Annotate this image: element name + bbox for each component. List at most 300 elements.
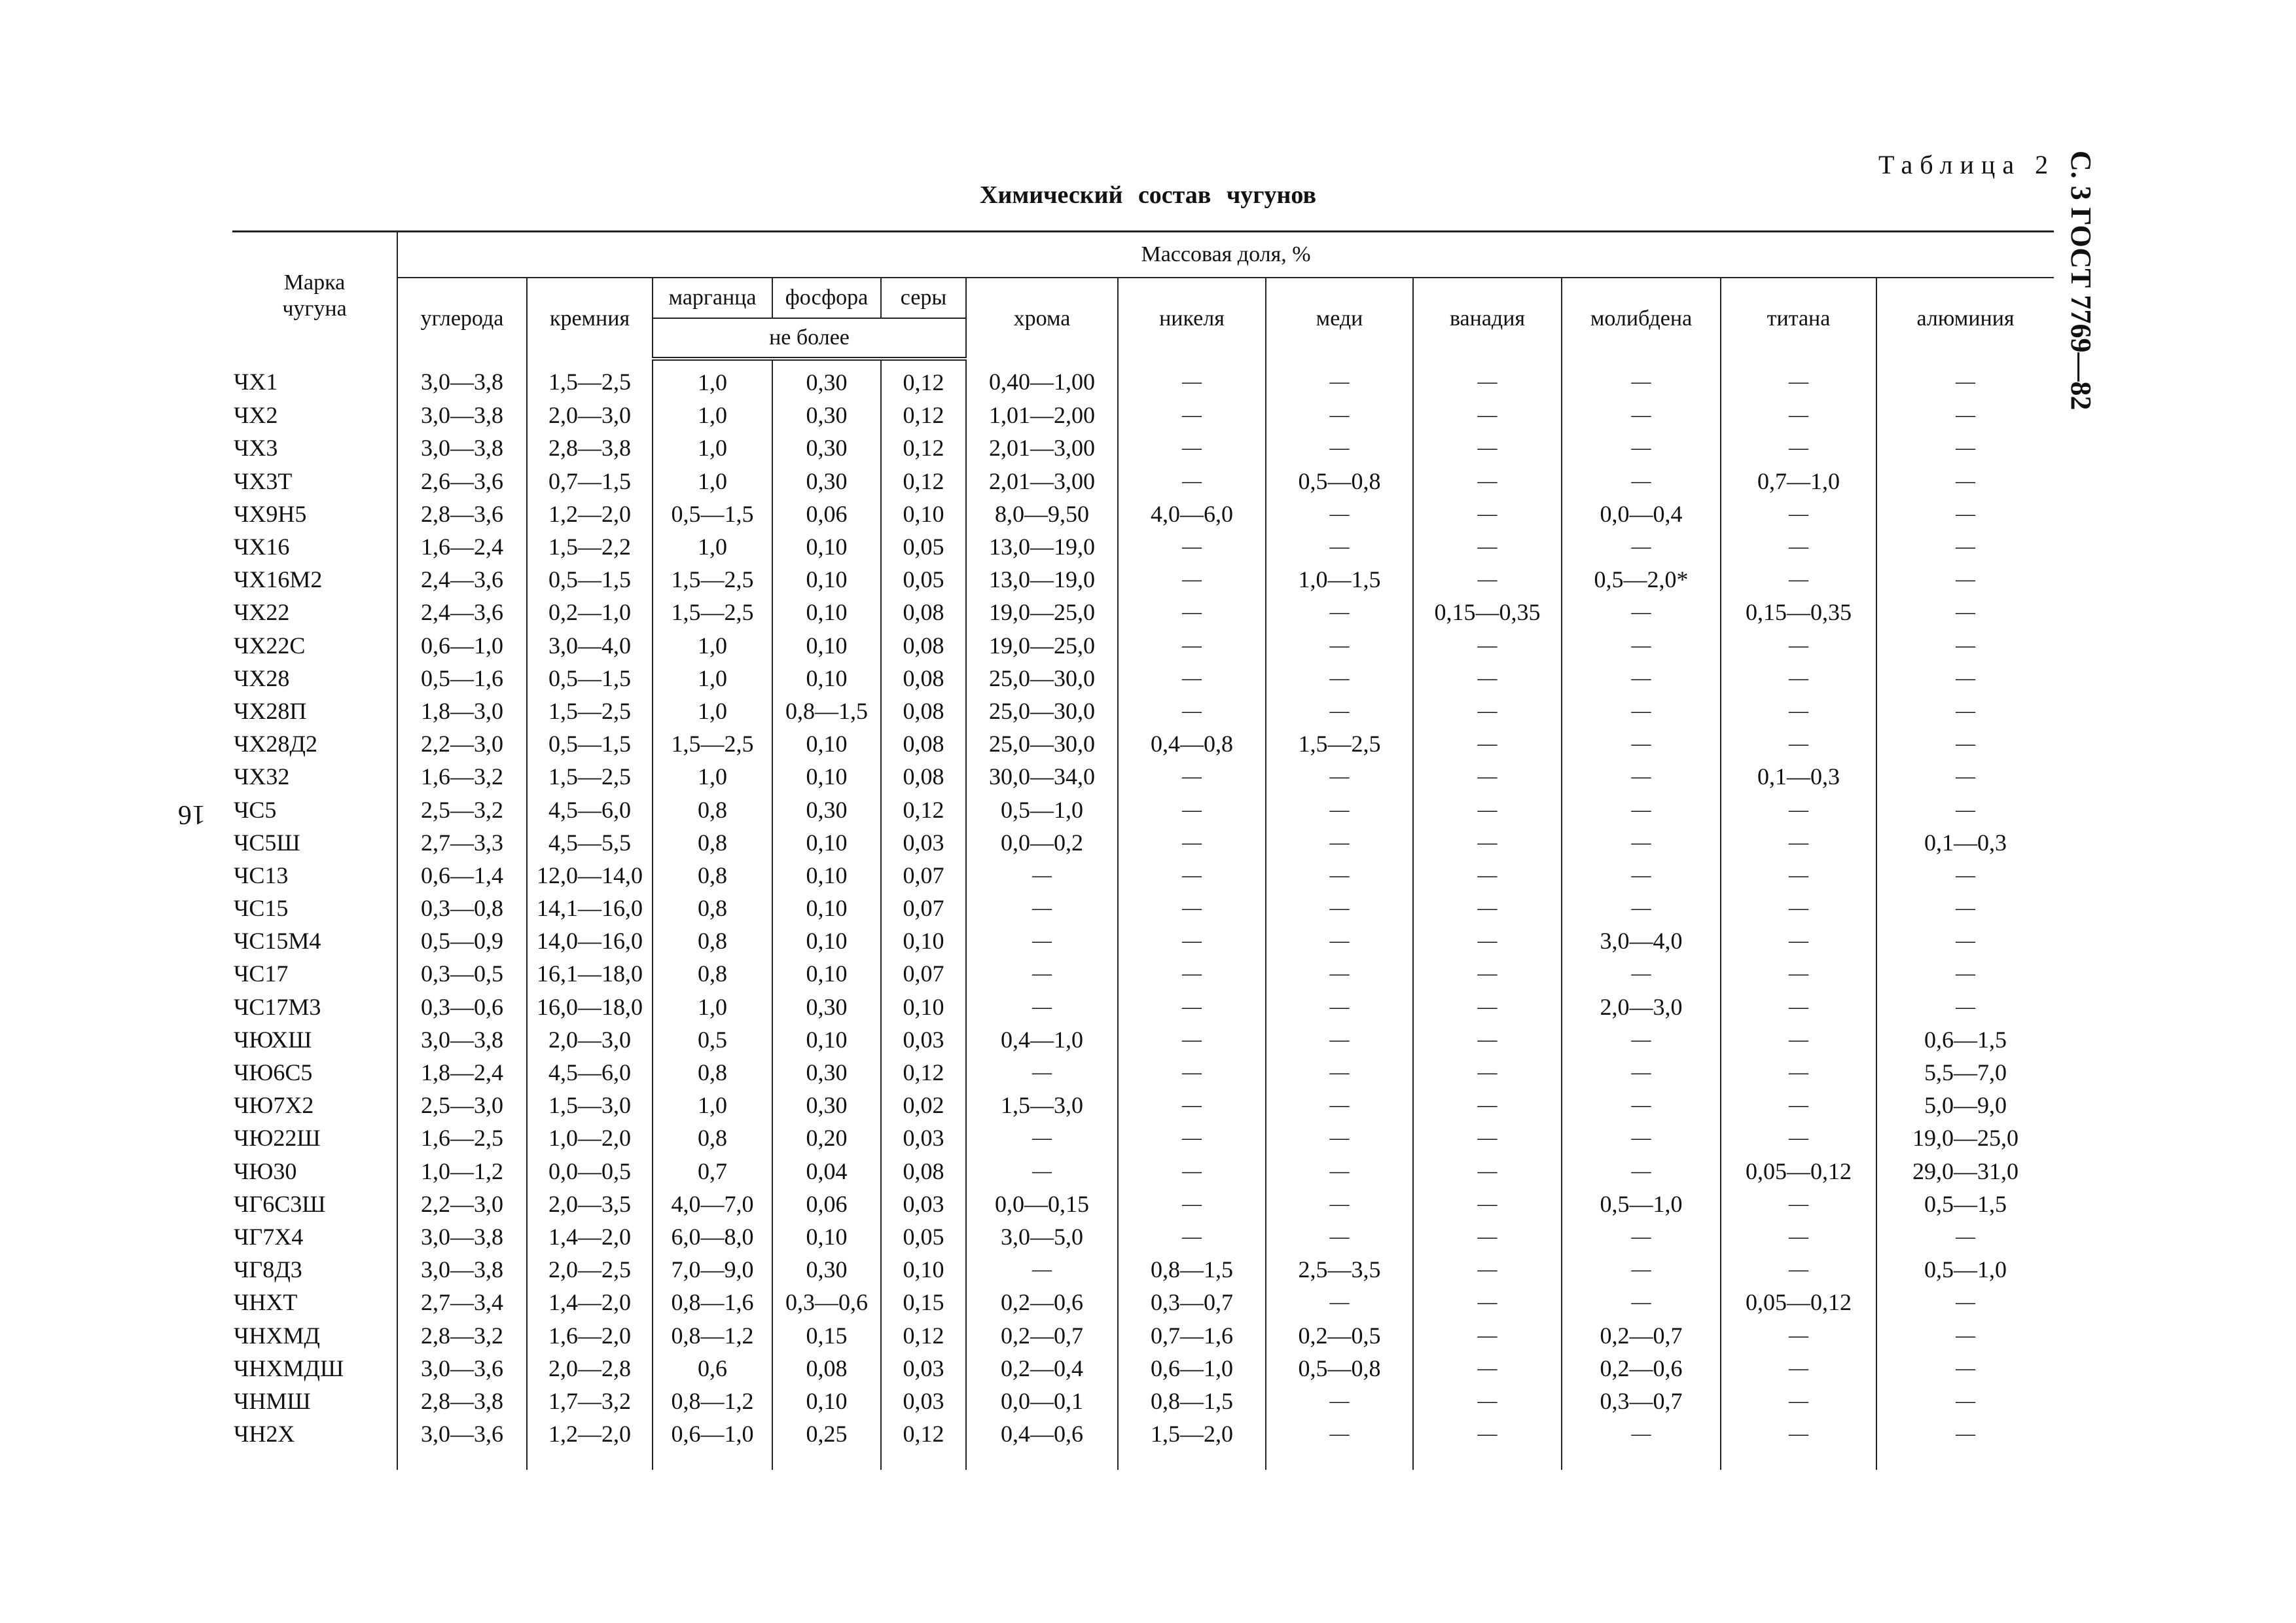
grade-cell: ЧС15М4 xyxy=(234,928,321,955)
value-cell: 0,12 xyxy=(881,359,966,399)
value-cell: — xyxy=(1721,793,1876,826)
value-cell: 0,07 xyxy=(881,859,966,892)
grade-cell: ЧХ32 xyxy=(234,763,290,790)
value-cell: — xyxy=(1266,826,1413,859)
value-cell: 0,08 xyxy=(881,662,966,695)
value-cell: 0,0—0,4 xyxy=(1562,498,1721,530)
grade-cell: ЧХ9Н5 xyxy=(234,500,307,527)
value-cell: 0,03 xyxy=(881,1122,966,1154)
value-cell: 0,7 xyxy=(653,1155,772,1188)
value-cell: 0,2—0,7 xyxy=(966,1319,1118,1351)
value-cell: — xyxy=(966,1155,1118,1188)
value-cell: — xyxy=(1266,359,1413,399)
value-cell: 0,10 xyxy=(772,596,881,629)
value-cell: — xyxy=(1876,793,2054,826)
value-cell: — xyxy=(1413,399,1562,431)
column-header-vanadium: ванадия xyxy=(1413,278,1562,359)
value-cell: — xyxy=(1413,957,1562,990)
value-cell: — xyxy=(1118,431,1266,464)
column-header-manganese: марганца xyxy=(653,278,772,318)
value-cell: — xyxy=(1721,1122,1876,1154)
value-cell: 6,0—8,0 xyxy=(653,1220,772,1253)
value-cell: — xyxy=(1413,1319,1562,1351)
document-side-header: С. 3 ГОСТ 7769—82 xyxy=(2065,151,2097,410)
value-cell: 0,0—0,2 xyxy=(966,826,1118,859)
value-cell: — xyxy=(1413,892,1562,924)
value-cell: — xyxy=(1721,530,1876,563)
value-cell: — xyxy=(1413,1188,1562,1220)
table-row xyxy=(232,1089,2054,1122)
value-cell: — xyxy=(966,1122,1118,1154)
value-cell: 0,10 xyxy=(772,727,881,760)
value-cell: 2,6—3,6 xyxy=(397,465,527,498)
value-cell: — xyxy=(1721,1220,1876,1253)
value-cell: — xyxy=(1118,859,1266,892)
grade-cell: ЧХ22 xyxy=(234,599,290,626)
value-cell: — xyxy=(1876,465,2054,498)
value-cell: — xyxy=(1562,793,1721,826)
value-cell: 0,8 xyxy=(653,826,772,859)
value-cell: 1,0—2,0 xyxy=(527,1122,653,1154)
value-cell: — xyxy=(1876,892,2054,924)
value-cell: 1,2—2,0 xyxy=(527,498,653,530)
value-cell: 2,01—3,00 xyxy=(966,431,1118,464)
value-cell: 29,0—31,0 xyxy=(1876,1155,2054,1188)
value-cell: 0,6—1,0 xyxy=(653,1417,772,1470)
value-cell: 0,8—1,2 xyxy=(653,1319,772,1351)
grade-cell: ЧС5Ш xyxy=(234,829,300,856)
value-cell: 3,0—3,8 xyxy=(397,431,527,464)
value-cell: 2,5—3,2 xyxy=(397,793,527,826)
value-cell: — xyxy=(1413,530,1562,563)
grade-cell: ЧЮ22Ш xyxy=(234,1125,321,1152)
value-cell: — xyxy=(1118,826,1266,859)
value-cell: 0,12 xyxy=(881,1319,966,1351)
value-cell: 2,5—3,0 xyxy=(397,1089,527,1122)
value-cell: 0,03 xyxy=(881,826,966,859)
value-cell: — xyxy=(1721,1253,1876,1286)
value-cell: 0,8 xyxy=(653,957,772,990)
value-cell: 5,5—7,0 xyxy=(1876,1056,2054,1089)
table-row xyxy=(232,359,2054,399)
value-cell: — xyxy=(1721,826,1876,859)
value-cell: 0,0—0,1 xyxy=(966,1385,1118,1417)
value-cell: 1,6—2,5 xyxy=(397,1122,527,1154)
value-cell: 4,0—7,0 xyxy=(653,1188,772,1220)
value-cell: — xyxy=(1413,760,1562,793)
value-cell: 1,6—3,2 xyxy=(397,760,527,793)
value-cell: 0,05—0,12 xyxy=(1721,1155,1876,1188)
value-cell: — xyxy=(1266,760,1413,793)
value-cell: 0,25 xyxy=(772,1417,881,1470)
value-cell: — xyxy=(1876,727,2054,760)
column-header-phosphorus: фосфора xyxy=(772,278,881,318)
value-cell: 2,4—3,6 xyxy=(397,563,527,596)
value-cell: 0,8 xyxy=(653,793,772,826)
value-cell: 0,08 xyxy=(881,727,966,760)
value-cell: 0,10 xyxy=(772,826,881,859)
table-row xyxy=(232,1352,2054,1385)
value-cell: 0,08 xyxy=(881,629,966,662)
value-cell: 0,10 xyxy=(881,991,966,1023)
value-cell: — xyxy=(1266,957,1413,990)
grade-cell: ЧН2Х xyxy=(234,1421,295,1447)
table-row xyxy=(232,727,2054,760)
grade-cell: ЧХ22С xyxy=(234,632,306,659)
value-cell: 0,7—1,0 xyxy=(1721,465,1876,498)
value-cell: — xyxy=(1266,498,1413,530)
value-cell: 0,3—0,6 xyxy=(772,1286,881,1319)
value-cell: — xyxy=(1876,1220,2054,1253)
table-row xyxy=(232,1155,2054,1188)
value-cell: — xyxy=(1876,859,2054,892)
value-cell: — xyxy=(1413,629,1562,662)
value-cell: 0,1—0,3 xyxy=(1721,760,1876,793)
value-cell: 0,2—0,7 xyxy=(1562,1319,1721,1351)
value-cell: 0,10 xyxy=(772,760,881,793)
value-cell: — xyxy=(1876,991,2054,1023)
value-cell: — xyxy=(1413,1122,1562,1154)
value-cell: 30,0—34,0 xyxy=(966,760,1118,793)
value-cell: 3,0—5,0 xyxy=(966,1220,1118,1253)
table-row xyxy=(232,1286,2054,1319)
value-cell: 0,2—0,4 xyxy=(966,1352,1118,1385)
value-cell: — xyxy=(1721,359,1876,399)
value-cell: 1,5—2,5 xyxy=(653,563,772,596)
value-cell: 0,07 xyxy=(881,892,966,924)
table-header xyxy=(232,232,2054,359)
value-cell: 0,5—0,8 xyxy=(1266,465,1413,498)
value-cell: — xyxy=(1413,991,1562,1023)
table-row xyxy=(232,826,2054,859)
table-row xyxy=(232,629,2054,662)
value-cell: 0,8—1,5 xyxy=(1118,1385,1266,1417)
table-row xyxy=(232,924,2054,957)
value-cell: — xyxy=(1562,1417,1721,1470)
value-cell: — xyxy=(1118,695,1266,727)
value-cell: — xyxy=(1721,991,1876,1023)
grade-cell: ЧНХМД xyxy=(234,1322,320,1349)
value-cell: 0,5—1,0 xyxy=(966,793,1118,826)
column-header-sulfur: серы xyxy=(881,278,966,318)
value-cell: — xyxy=(1876,359,2054,399)
table-row xyxy=(232,662,2054,695)
value-cell: — xyxy=(1562,760,1721,793)
value-cell: 0,6—1,5 xyxy=(1876,1023,2054,1056)
value-cell: — xyxy=(1876,760,2054,793)
value-cell: 3,0—3,8 xyxy=(397,1253,527,1286)
column-header-nickel: никеля xyxy=(1118,278,1266,359)
value-cell: 0,2—1,0 xyxy=(527,596,653,629)
value-cell: — xyxy=(1413,727,1562,760)
value-cell: 2,2—3,0 xyxy=(397,1188,527,1220)
value-cell: — xyxy=(1876,431,2054,464)
value-cell: 4,5—6,0 xyxy=(527,793,653,826)
value-cell: 12,0—14,0 xyxy=(527,859,653,892)
value-cell: 0,03 xyxy=(881,1385,966,1417)
value-cell: 0,2—0,5 xyxy=(1266,1319,1413,1351)
value-cell: 0,5 xyxy=(653,1023,772,1056)
value-cell: — xyxy=(1118,991,1266,1023)
grade-cell: ЧХ16 xyxy=(234,534,290,560)
value-cell: — xyxy=(1413,1417,1562,1470)
value-cell: 0,8—1,5 xyxy=(772,695,881,727)
value-cell: 3,0—3,6 xyxy=(397,1417,527,1470)
value-cell: 0,05 xyxy=(881,1220,966,1253)
value-cell: 13,0—19,0 xyxy=(966,530,1118,563)
value-cell: — xyxy=(1721,431,1876,464)
value-cell: 0,6 xyxy=(653,1352,772,1385)
table-row xyxy=(232,1122,2054,1154)
value-cell: — xyxy=(1413,1056,1562,1089)
value-cell: 0,10 xyxy=(881,498,966,530)
value-cell: 1,5—3,0 xyxy=(527,1089,653,1122)
value-cell: — xyxy=(1562,1155,1721,1188)
value-cell: — xyxy=(1721,1023,1876,1056)
value-cell: 0,5—1,5 xyxy=(527,662,653,695)
value-cell: — xyxy=(1266,1023,1413,1056)
value-cell: 0,20 xyxy=(772,1122,881,1154)
value-cell: — xyxy=(1118,924,1266,957)
value-cell: 2,7—3,3 xyxy=(397,826,527,859)
value-cell: — xyxy=(966,892,1118,924)
value-cell: — xyxy=(1266,1155,1413,1188)
value-cell: — xyxy=(966,859,1118,892)
value-cell: 0,06 xyxy=(772,498,881,530)
value-cell: 0,3—0,5 xyxy=(397,957,527,990)
value-cell: 1,0 xyxy=(653,760,772,793)
value-cell: — xyxy=(1413,924,1562,957)
value-cell: 0,5—0,9 xyxy=(397,924,527,957)
value-cell: 0,30 xyxy=(772,465,881,498)
value-cell: — xyxy=(1876,498,2054,530)
value-cell: 0,03 xyxy=(881,1023,966,1056)
value-cell: 1,8—3,0 xyxy=(397,695,527,727)
value-cell: 0,8—1,2 xyxy=(653,1385,772,1417)
value-cell: 2,0—3,5 xyxy=(527,1188,653,1220)
value-cell: 0,10 xyxy=(772,924,881,957)
value-cell: 19,0—25,0 xyxy=(966,596,1118,629)
value-cell: 1,0 xyxy=(653,662,772,695)
value-cell: 1,8—2,4 xyxy=(397,1056,527,1089)
page-number: 16 xyxy=(178,799,206,830)
value-cell: 0,6—1,4 xyxy=(397,859,527,892)
value-cell: 0,40—1,00 xyxy=(966,359,1118,399)
grade-cell: ЧНМШ xyxy=(234,1387,311,1414)
grade-cell: ЧС17 xyxy=(234,960,289,987)
value-cell: — xyxy=(1721,1188,1876,1220)
value-cell: — xyxy=(1562,662,1721,695)
value-cell: 0,3—0,7 xyxy=(1118,1286,1266,1319)
value-cell: 1,0 xyxy=(653,1089,772,1122)
value-cell: 1,0 xyxy=(653,465,772,498)
value-cell: — xyxy=(1118,1056,1266,1089)
value-cell: 0,5—2,0* xyxy=(1562,563,1721,596)
value-cell: 0,08 xyxy=(772,1352,881,1385)
grade-cell: ЧЮ30 xyxy=(234,1158,297,1184)
max-limit-note: не более xyxy=(653,318,966,359)
value-cell: 1,5—2,5 xyxy=(527,359,653,399)
value-cell: — xyxy=(1118,596,1266,629)
value-cell: 0,5—1,0 xyxy=(1876,1253,2054,1286)
grade-cell: ЧХ1 xyxy=(234,368,278,395)
value-cell: — xyxy=(966,991,1118,1023)
value-cell: 0,7—1,6 xyxy=(1118,1319,1266,1351)
value-cell: 0,5—1,5 xyxy=(653,498,772,530)
value-cell: — xyxy=(1118,399,1266,431)
value-cell: — xyxy=(1266,1385,1413,1417)
grade-cell: ЧС5 xyxy=(234,796,277,823)
value-cell: 0,5—1,5 xyxy=(527,727,653,760)
value-cell: 0,07 xyxy=(881,957,966,990)
value-cell: — xyxy=(1413,1023,1562,1056)
value-cell: 2,8—3,2 xyxy=(397,1319,527,1351)
value-cell: — xyxy=(1413,563,1562,596)
column-header-chromium: хрома xyxy=(966,278,1118,359)
value-cell: 1,0 xyxy=(653,431,772,464)
value-cell: — xyxy=(1413,498,1562,530)
value-cell: 16,1—18,0 xyxy=(527,957,653,990)
table-row xyxy=(232,563,2054,596)
table-body xyxy=(232,359,2054,1470)
value-cell: 0,03 xyxy=(881,1352,966,1385)
value-cell: 7,0—9,0 xyxy=(653,1253,772,1286)
value-cell: 1,0 xyxy=(653,991,772,1023)
value-cell: — xyxy=(1721,498,1876,530)
value-cell: 3,0—3,8 xyxy=(397,359,527,399)
value-cell: — xyxy=(1721,563,1876,596)
value-cell: 2,0—2,5 xyxy=(527,1253,653,1286)
value-cell: 2,7—3,4 xyxy=(397,1286,527,1319)
value-cell: 0,10 xyxy=(772,629,881,662)
value-cell: 0,15 xyxy=(772,1319,881,1351)
grade-cell: ЧС17М3 xyxy=(234,993,321,1020)
value-cell: — xyxy=(1876,1286,2054,1319)
table-row xyxy=(232,1417,2054,1470)
value-cell: — xyxy=(1876,399,2054,431)
value-cell: 0,7—1,5 xyxy=(527,465,653,498)
value-cell: 0,10 xyxy=(881,1253,966,1286)
value-cell: — xyxy=(1562,1220,1721,1253)
value-cell: 5,0—9,0 xyxy=(1876,1089,2054,1122)
table-title: Химический состав чугунов xyxy=(980,181,1316,209)
value-cell: 0,2—0,6 xyxy=(1562,1352,1721,1385)
value-cell: 0,03 xyxy=(881,1188,966,1220)
value-cell: 1,0 xyxy=(653,629,772,662)
column-header-copper: меди xyxy=(1266,278,1413,359)
value-cell: 3,0—3,6 xyxy=(397,1352,527,1385)
value-cell: 0,15—0,35 xyxy=(1413,596,1562,629)
value-cell: — xyxy=(1413,859,1562,892)
column-header-titanium: титана xyxy=(1721,278,1876,359)
value-cell: — xyxy=(1562,596,1721,629)
value-cell: — xyxy=(1876,1417,2054,1470)
value-cell: 1,01—2,00 xyxy=(966,399,1118,431)
value-cell: 1,5—3,0 xyxy=(966,1089,1118,1122)
value-cell: 0,10 xyxy=(772,563,881,596)
value-cell: — xyxy=(1721,1352,1876,1385)
value-cell: — xyxy=(1721,695,1876,727)
chemical-composition-table xyxy=(232,230,2054,1470)
table-row xyxy=(232,1253,2054,1286)
value-cell: 0,2—0,6 xyxy=(966,1286,1118,1319)
value-cell: — xyxy=(1562,1253,1721,1286)
table-row xyxy=(232,1023,2054,1056)
value-cell: 1,5—2,5 xyxy=(527,695,653,727)
value-cell: — xyxy=(1721,629,1876,662)
value-cell: — xyxy=(1562,1122,1721,1154)
value-cell: 0,08 xyxy=(881,760,966,793)
value-cell: — xyxy=(1266,859,1413,892)
value-cell: — xyxy=(1562,359,1721,399)
value-cell: 4,5—6,0 xyxy=(527,1056,653,1089)
value-cell: 25,0—30,0 xyxy=(966,662,1118,695)
table-row xyxy=(232,431,2054,464)
value-cell: — xyxy=(1721,662,1876,695)
value-cell: 0,12 xyxy=(881,399,966,431)
grade-cell: ЧНХМДШ xyxy=(234,1355,344,1381)
table-row xyxy=(232,991,2054,1023)
value-cell: 0,1—0,3 xyxy=(1876,826,2054,859)
table-row xyxy=(232,892,2054,924)
value-cell: — xyxy=(1721,1056,1876,1089)
value-cell: 0,4—0,6 xyxy=(966,1417,1118,1470)
value-cell: — xyxy=(1266,793,1413,826)
value-cell: 0,30 xyxy=(772,991,881,1023)
value-cell: — xyxy=(1266,1417,1413,1470)
value-cell: — xyxy=(966,1253,1118,1286)
value-cell: — xyxy=(1562,892,1721,924)
value-cell: — xyxy=(1266,596,1413,629)
value-cell: 1,2—2,0 xyxy=(527,1417,653,1470)
value-cell: 1,0—1,5 xyxy=(1266,563,1413,596)
grade-column-header: Марка чугуна xyxy=(282,270,347,321)
value-cell: 1,5—2,5 xyxy=(527,760,653,793)
value-cell: — xyxy=(1876,1319,2054,1351)
value-cell: 0,02 xyxy=(881,1089,966,1122)
value-cell: 1,0—1,2 xyxy=(397,1155,527,1188)
value-cell: 0,8—1,6 xyxy=(653,1286,772,1319)
value-cell: — xyxy=(1266,431,1413,464)
value-cell: 0,12 xyxy=(881,465,966,498)
value-cell: 14,0—16,0 xyxy=(527,924,653,957)
value-cell: 0,10 xyxy=(772,957,881,990)
value-cell: — xyxy=(1562,431,1721,464)
table-row xyxy=(232,1385,2054,1417)
value-cell: 2,0—3,0 xyxy=(1562,991,1721,1023)
value-cell: 2,8—3,6 xyxy=(397,498,527,530)
value-cell: 14,1—16,0 xyxy=(527,892,653,924)
grade-cell: ЧГ8Д3 xyxy=(234,1256,302,1283)
value-cell: — xyxy=(1721,1417,1876,1470)
value-cell: — xyxy=(1721,727,1876,760)
value-cell: 2,4—3,6 xyxy=(397,596,527,629)
value-cell: — xyxy=(1721,1319,1876,1351)
value-cell: 0,3—0,6 xyxy=(397,991,527,1023)
value-cell: 25,0—30,0 xyxy=(966,695,1118,727)
grade-cell: ЧХ28Д2 xyxy=(234,731,317,757)
value-cell: — xyxy=(1562,859,1721,892)
value-cell: — xyxy=(1413,793,1562,826)
mass-fraction-header: Массовая доля, % xyxy=(397,232,2054,278)
value-cell: — xyxy=(1118,530,1266,563)
value-cell: — xyxy=(1721,957,1876,990)
value-cell: 2,2—3,0 xyxy=(397,727,527,760)
value-cell: 0,12 xyxy=(881,1417,966,1470)
value-cell: 0,12 xyxy=(881,1056,966,1089)
value-cell: 2,8—3,8 xyxy=(527,431,653,464)
value-cell: — xyxy=(1266,695,1413,727)
